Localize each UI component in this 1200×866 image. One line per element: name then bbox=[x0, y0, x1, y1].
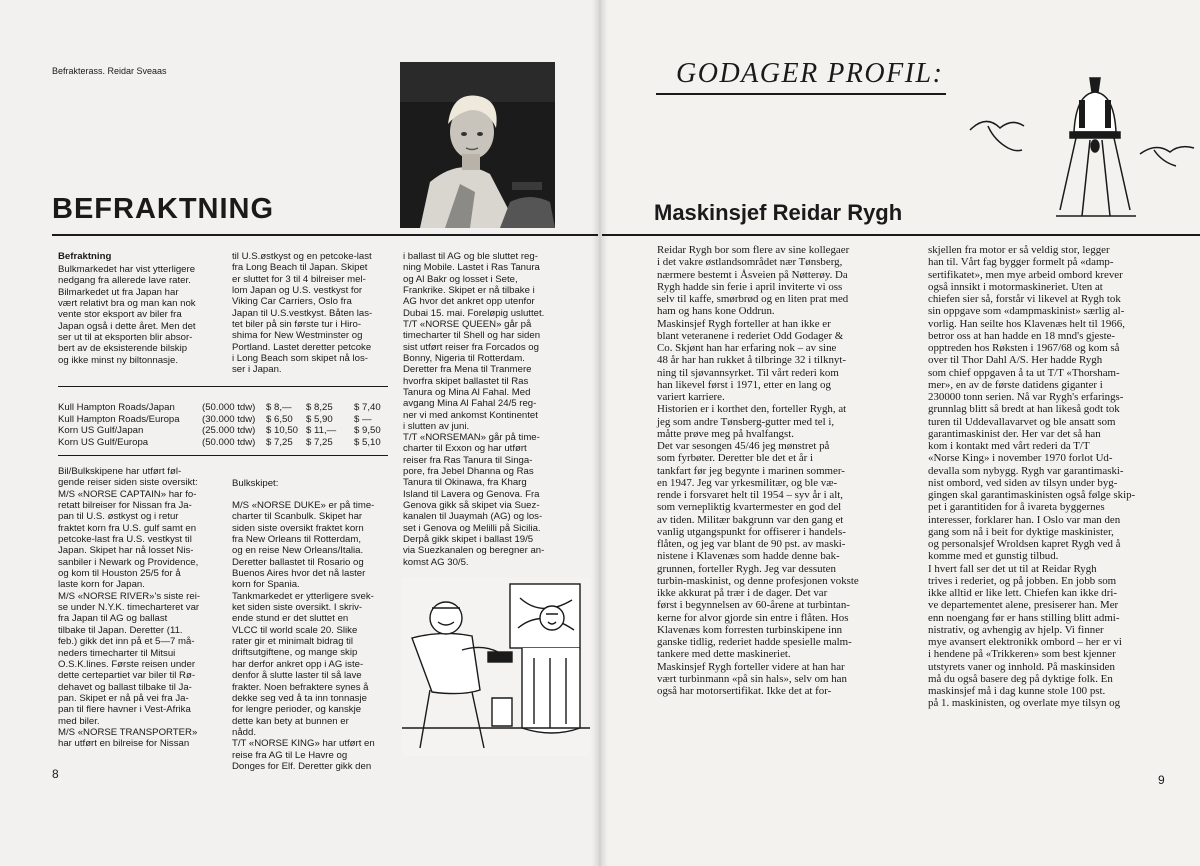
column2-bottom-text: M/S «NORSE DUKE» er på time- charter til Scanbulk. Skipet har siden siste oversikt fraktet korn fra New Orleans til Rotterdam, og en reise New Orleans/Italia. Deretter ballastet til Rosario og Buenos Aires hvor det nå laster korn for Spania. Tankmarkedet er ytterligere svek- ket siden siste oversikt. I skriv- ende stund er det sluttet en VLCC til world scale 20. Slike rater gir et minimalt bidrag til driftsutgiftene, og mange skip har derfor ankret opp i AG iste- denfor å slutte laster til så lave frakter. Noen befraktere synes å dekke seg ved å ta inn tonnasje for lengre perioder, og kanskje dette kan bety at bunnen er nådd. T/T «NORSE KING» har utført en reise fra AG til Le Havre og Donges for Elf. Deretter gikk den bbox=[232, 500, 375, 772]
spine-gutter bbox=[592, 0, 608, 866]
profile-header-rule bbox=[656, 93, 946, 95]
page-title: BEFRAKTNING bbox=[52, 193, 275, 225]
column3-top-text: i ballast til AG og ble sluttet reg- ning Mobile. Lastet i Ras Tanura og Al Bakr og losset i Sete, Frankrike. Skipet er nå tilbake i AG hvor det ankret opp utenfor Dubai 15. mai. Foreløpig usluttet. T/T «NORSE QUEEN» går på timecharter til Shell og har siden sist utført reiser fra Forcados og Bonny, Nigeria til Rotterdam. Deretter fra Mena til Tranmere hvorfra skipet ballastet til Ras Tanura og Mina Al Fahal. Med avgang Mina Al Fahal 24/5 reg- ner vi med ankomst Kontinentet i slutten av juni. bbox=[403, 251, 545, 433]
table-row: Korn US Gulf/Europa (50.000 tdw) $ 7,25 $ 7,25 $ 5,10 bbox=[58, 436, 381, 448]
column1-bottom-text: Bil/Bulkskipene har utført føl- gende reiser siden siste oversikt: M/S «NORSE CAPTAIN» har fo- retatt bilreiser for Nissan fra Ja- pan til U.S. østkyst og i retur fraktet korn fra U.S. gulf samt en petcoke-last fra U.S. vestkyst til Japan. Skipet har nå losset Nis- sanbiler i Newark og Providence, og kom til Houston 25/5 for å laste korn for Japan. M/S «NORSE RIVER»'s siste rei- se under N.Y.K. timecharteret var fra Japan til AG og ballast tilbake til Japan. Deretter (11. feb.) gikk det inn på et 5—7 må- neders timecharter til Mitsui O.S.K.lines. Første reisen under dette certepartiet var biler til Rø- dehavet og ballast tilbake til Ja- pan. Skipet er nå på vei fra Ja- pan til flere havner i Vest-Afrika med biler. M/S «NORSE TRANSPORTER» har utført en bilreise for Nissan bbox=[58, 466, 201, 750]
cartoon-illustration bbox=[402, 578, 590, 756]
portrait-photo bbox=[400, 62, 555, 228]
title-rule bbox=[52, 234, 598, 236]
page-number-right: 9 bbox=[1158, 773, 1165, 787]
portrait-illustration bbox=[400, 62, 555, 228]
table-row: Kull Hampton Roads/Japan (50.000 tdw) $ 8,— $ 8,25 $ 7,40 bbox=[58, 402, 381, 413]
section-heading-befraktning: Befraktning bbox=[58, 251, 112, 262]
table-row: Korn US Gulf/Japan (25.000 tdw) $ 10,50 $ 11,— $ 9,50 bbox=[58, 425, 381, 436]
article-column-1: Reidar Rygh bor som flere av sine kollegaer i det vakre østlandsområdet nær Tønsberg, nærmere bestemt i Åsveien på Nøtterøy. Da Rygh hadde sin ferie i april inviterte vi oss selv til kaffe, smørbrød og en liten prat med ham og hans kone Oddrun. Maskinsjef Rygh forteller at han ikke er blant veteranene i rederiet Odd Godager & Co. Skjønt han har erfaring nok – av sine 48 år har han rukket å tilbringe 32 i tilknyt- ning til sjøvannsyrket. Til vårt rederi kom han likevel først i 1971, etter en lang og variert karriere. Historien er i korthet den, forteller Rygh, at jeg som andre Tønsberg-gutter med tel i, måtte prøve meg på hvalfangst. Det var sesongen 45/46 jeg mønstret på som fyrbøter. Deretter ble det et år i tankfart før jeg begynte i marinen sommer- en 1947. Jeg var yrkesmilitær, og ble væ- rende i forsvaret helt til 1954 – syv år i alt, som vernepliktig kvartermester en god del av tiden. Militær bakgrunn var den gang et vanlig utgangspunkt for offiserer i handels- flåten, og jeg var blant de 90 pst. av maski- nistene i Klavenæs som hadde denne bak- grunnen, forteller Rygh. Jeg var dessuten turbin-maskinist, og denne profesjonen vokste ikke akkurat på trær i de dager. Det var først i begynnelsen av 60-årene at turbintan- kerne for alvor gjorde sin entre i flåten. Hos Klavenæs kom forresten turbinskipene inn ganske tidlig, rederiet hadde spesielle malm- tankere med dette maskineriet. Maskinsjef Rygh forteller videre at han har vært turbinmann «på sin hals», selv om han også har motorsertifikat. Ikke det at for- bbox=[657, 244, 859, 697]
table-row: Kull Hampton Roads/Europa (30.000 tdw) $ 6,50 $ 5,90 $ — bbox=[58, 413, 372, 425]
bulkship-heading: Bulkskipet: bbox=[232, 478, 279, 489]
article-title-rule bbox=[602, 234, 1200, 236]
page-number-left: 8 bbox=[52, 767, 59, 781]
article-column-2: skjellen fra motor er så veldig stor, legger han til. Vårt fag bygger formelt på «damp- sertifikatet», men mye arbeid ombord krever også innsikt i motormaskineriet. Uten at chiefen sier så, forstår vi likevel at Rygh tok sin oppgave som «dampmaskinist» særlig al- vorlig. Han seilte hos Klavenæs helt til 1966, betror oss at han hadde en 18 mnd's gjeste- opptreden hos Røksten i 1967/68 og kom så over til Thor Dahl A/S. Her hadde Rygh som chief oppgaven å ta ut T/T «Thorsham- mer», en av de første datidens giganter i 230000 tonn serien. Nå var Rygh's erfarings- grunnlag blitt så bredt at han likeså godt tok turen til Uddevallavarvet og ble ansatt som garantimaskinist der. Her var det så han kom i kontakt med vårt rederi da T/T «Norse King» i november 1970 forlot Ud- devalla som nybygg. Rygh var garantimaski- nist ombord, ved siden av tilsyn under byg- gingen skal garantimaskinisten også følge skip- pet i garantitiden for å ivareta byggernes interesser, forklarer han. I Oslo var man den gang som nå i beit for dyktige maskinister, og personalsjef Wroldsen kapret Rygh ved å komme med et gunstig tilbud. I hvert fall ser det ut til at Reidar Rygh trives i rederiet, og på jobben. En jobb som ikke alltid er like lett. Chiefen kan ikke dri- ve departementet alene, presiserer han. Mer enn noengang før er hans stilling blitt admi- nistrativ, og avhengig av hjelp. Vi finner mye avansert elektronikk ombord – her er vi i hendene på «Trikkeren» som best kjenner utstyrets vaner og innhold. På maskinsiden må du også basere deg på dyktige folk. En maskinsjef må i dag kunne stole 100 pst. på 1. maskinisten, og overlate mye tilsyn og bbox=[928, 244, 1136, 710]
column2-top-text: til U.S.østkyst og en petcoke-last fra Long Beach til Japan. Skipet er sluttet for 3 til 4 bilreiser mel- lom Japan og U.S. vestkyst for Viking Car Carriers, Oslo fra Japan til U.S.vestkyst. Båten las- tet biler på sin første tur i Hiro- shima for New Westminster og Portland. Lastet deretter petcoke i Long Beach som skipet nå los- ser i Japan. bbox=[232, 251, 373, 376]
article-title: Maskinsjef Reidar Rygh bbox=[654, 200, 903, 225]
profile-header: GODAGER PROFIL: bbox=[676, 58, 944, 89]
freight-rate-table bbox=[58, 402, 388, 448]
ship-bell-seagull-emblem bbox=[964, 70, 1200, 220]
intro-paragraph: Bulkmarkedet har vist ytterligere nedgang fra allerede lave rater. Bilmarkedet ut fra Japan har vært relativt bra og man kan nok vente stor eksport av biler fra Japan også i dette året. Men det ser ut til at eksporten blir absor- bert av de eksisterende bilskip og ikke minst ny biltonnasje. bbox=[58, 264, 196, 366]
table-rule-bottom bbox=[58, 455, 388, 456]
byline: Befrakterass. Reidar Sveaas bbox=[52, 66, 167, 76]
table-rule-top bbox=[58, 386, 388, 387]
column3-mid-text: T/T «NORSEMAN» går på time- charter til Exxon og har utført reiser fra Ras Tanura til Singa- pore, fra Jebel Dhanna og Ras Tanura til Okinawa, fra Kharg Island til Lavera og Genova. Fra Genova gikk så skipet via Suez- kanalen til Juaymah (AG) og los- set i Genova og Melilli på Sicilia. Derpå gikk skipet i ballast 19/5 via Suezkanalen og beregner an- komst AG 30/5. bbox=[403, 432, 545, 568]
